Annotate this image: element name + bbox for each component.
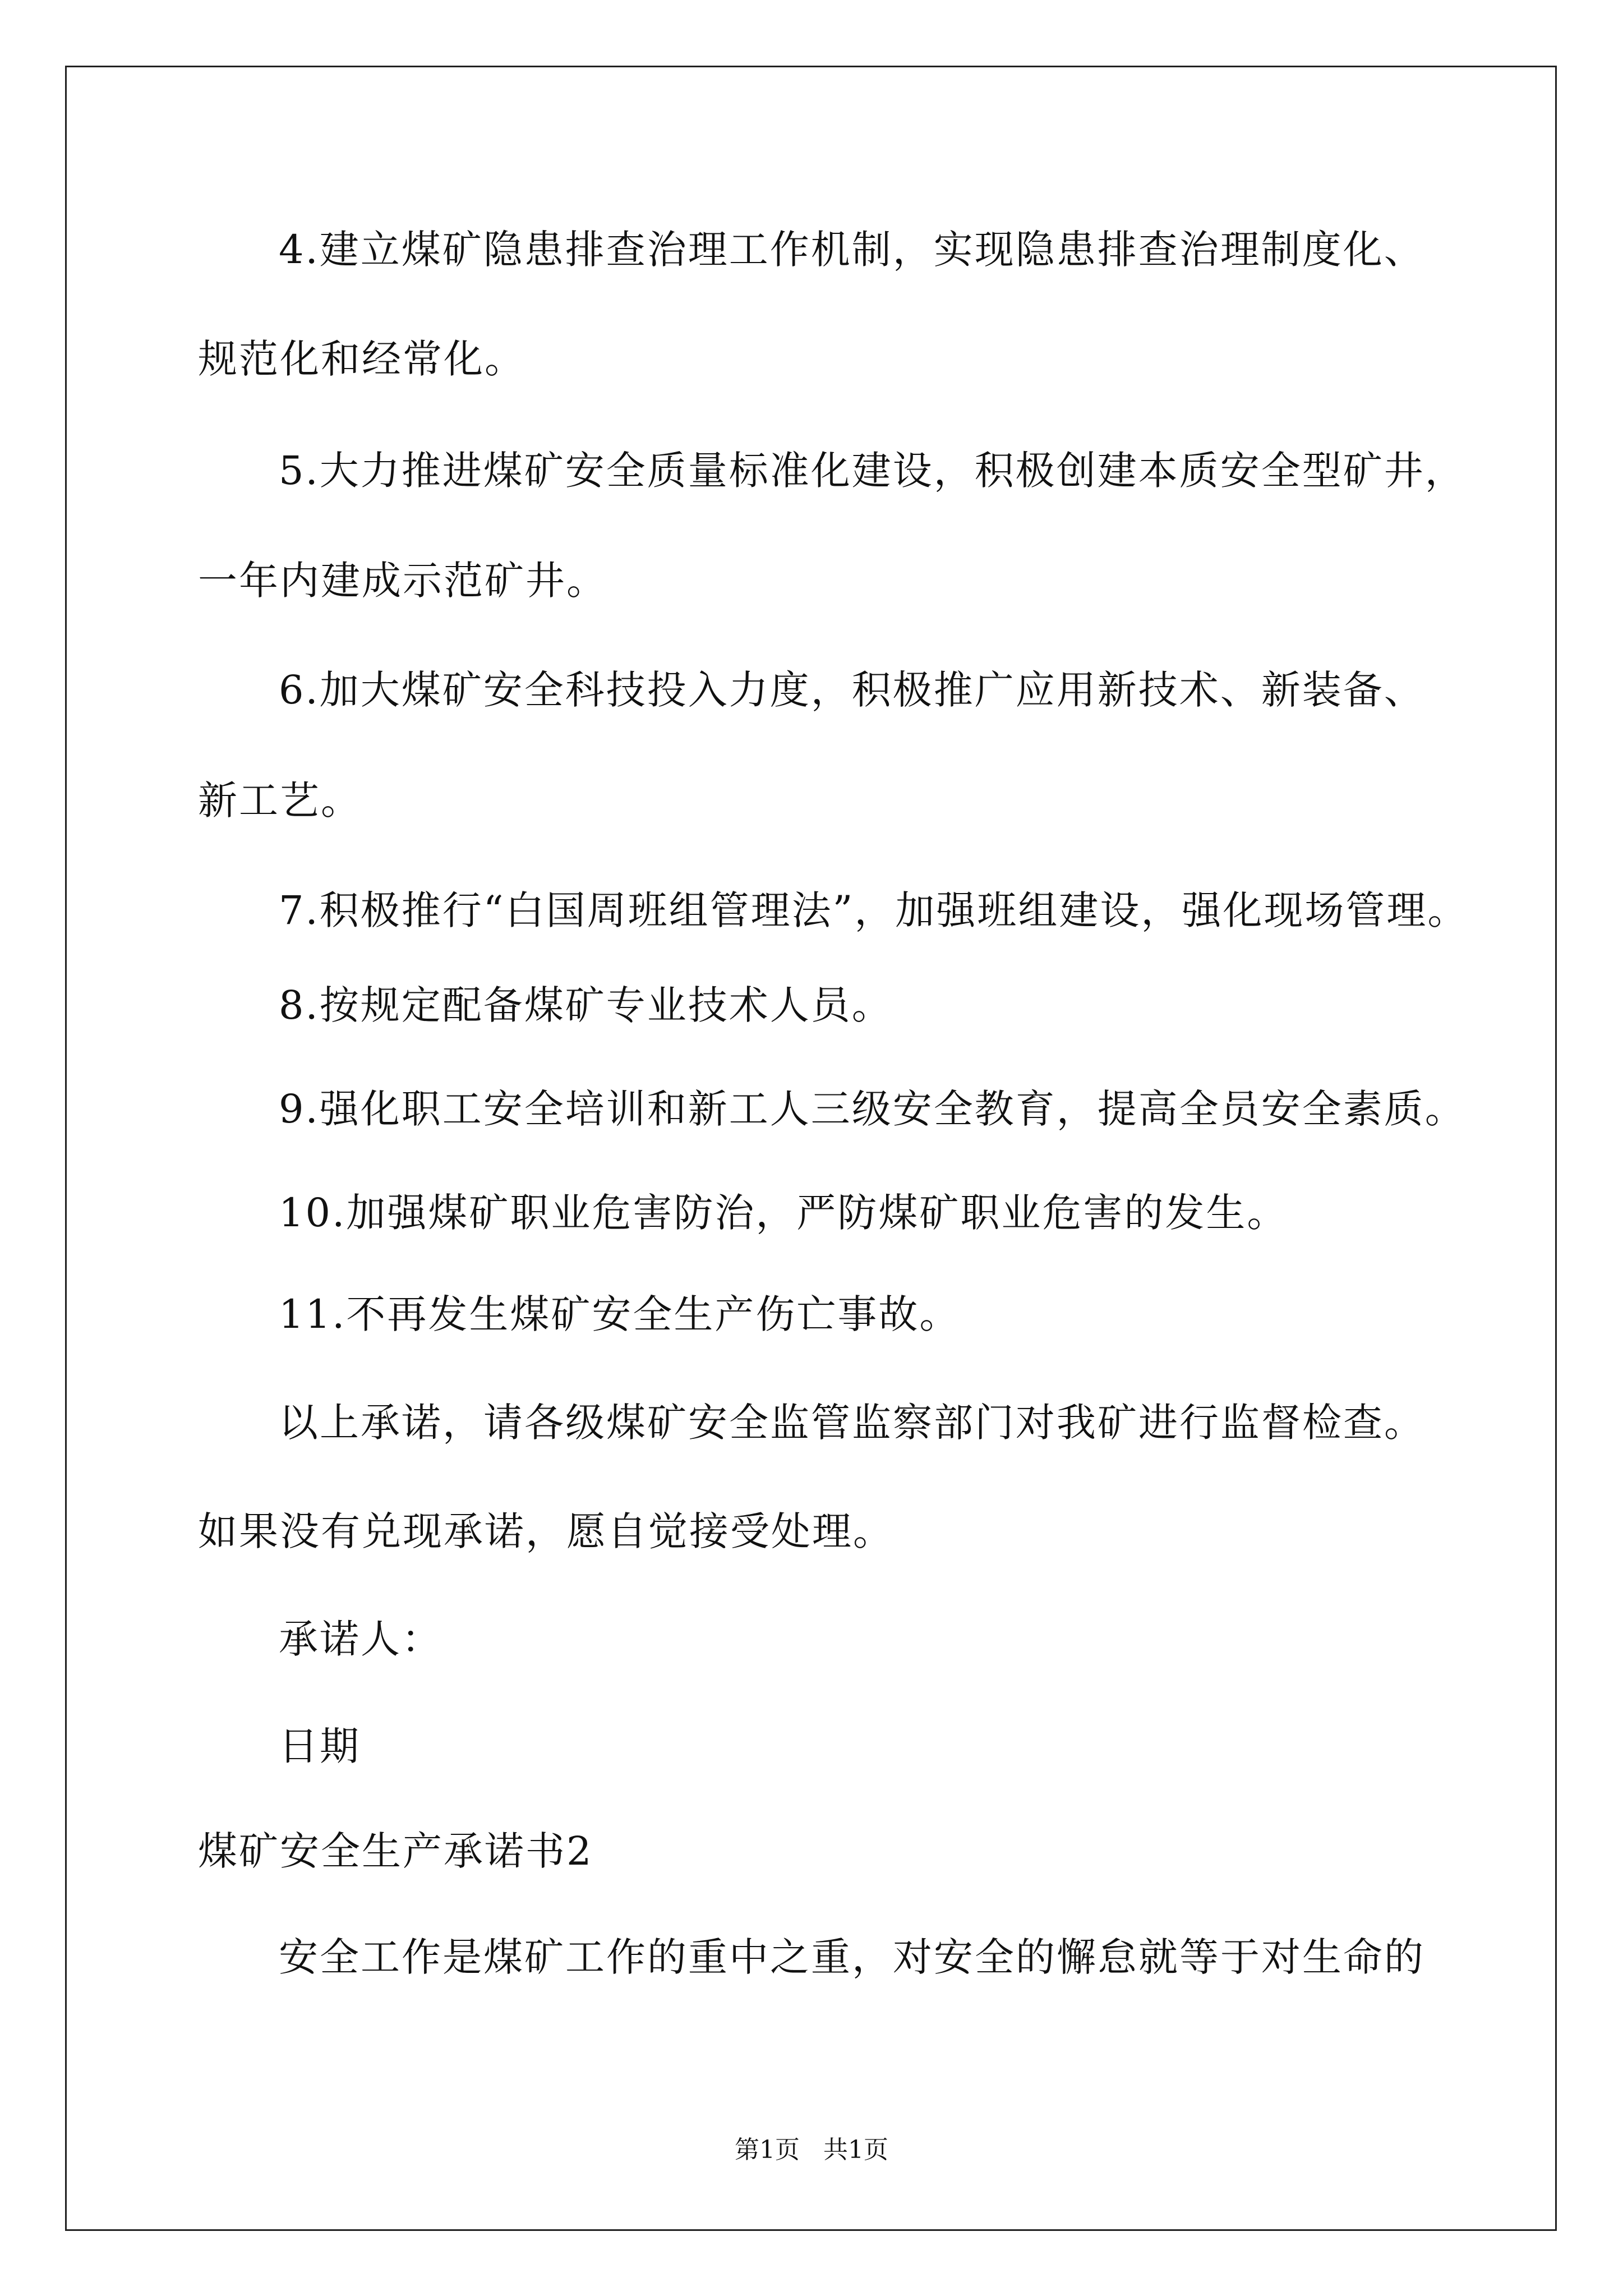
date-label: 日期	[279, 1723, 361, 1769]
text-line: 10.加强煤矿职业危害防治，严防煤矿职业危害的发生。	[279, 1190, 1288, 1236]
text-line: 规范化和经常化。	[198, 336, 525, 382]
text-line: 新工艺。	[198, 777, 362, 823]
signatory-label: 承诺人：	[279, 1616, 442, 1662]
text-line: 一年内建成示范矿井。	[198, 558, 607, 604]
text-line: 7.积极推行“白国周班组管理法”，加强班组建设，强化现场管理。	[279, 887, 1469, 933]
text-line: 6.加大煤矿安全科技投入力度，积极推广应用新技术、新装备、	[279, 667, 1425, 713]
text-line: 以上承诺，请各级煤矿安全监管监察部门对我矿进行监督检查。	[279, 1400, 1425, 1446]
text-line: 4.建立煤矿隐患排查治理工作机制，实现隐患排查治理制度化、	[279, 227, 1425, 273]
text-line: 11.不再发生煤矿安全生产伤亡事故。	[279, 1291, 961, 1337]
text-line: 9.强化职工安全培训和新工人三级安全教育，提高全员安全素质。	[279, 1086, 1466, 1132]
section-heading: 煤矿安全生产承诺书2	[198, 1828, 593, 1874]
text-line: 8.按规定配备煤矿专业技术人员。	[279, 982, 893, 1028]
text-line: 如果没有兑现承诺，愿自觉接受处理。	[198, 1508, 894, 1554]
text-line: 5.大力推进煤矿安全质量标准化建设，积极创建本质安全型矿井，	[279, 448, 1466, 494]
page-footer: 第1页 共1页	[735, 2136, 888, 2164]
page-border	[65, 66, 1557, 2231]
text-line: 安全工作是煤矿工作的重中之重，对安全的懈怠就等于对生命的	[279, 1934, 1425, 1980]
